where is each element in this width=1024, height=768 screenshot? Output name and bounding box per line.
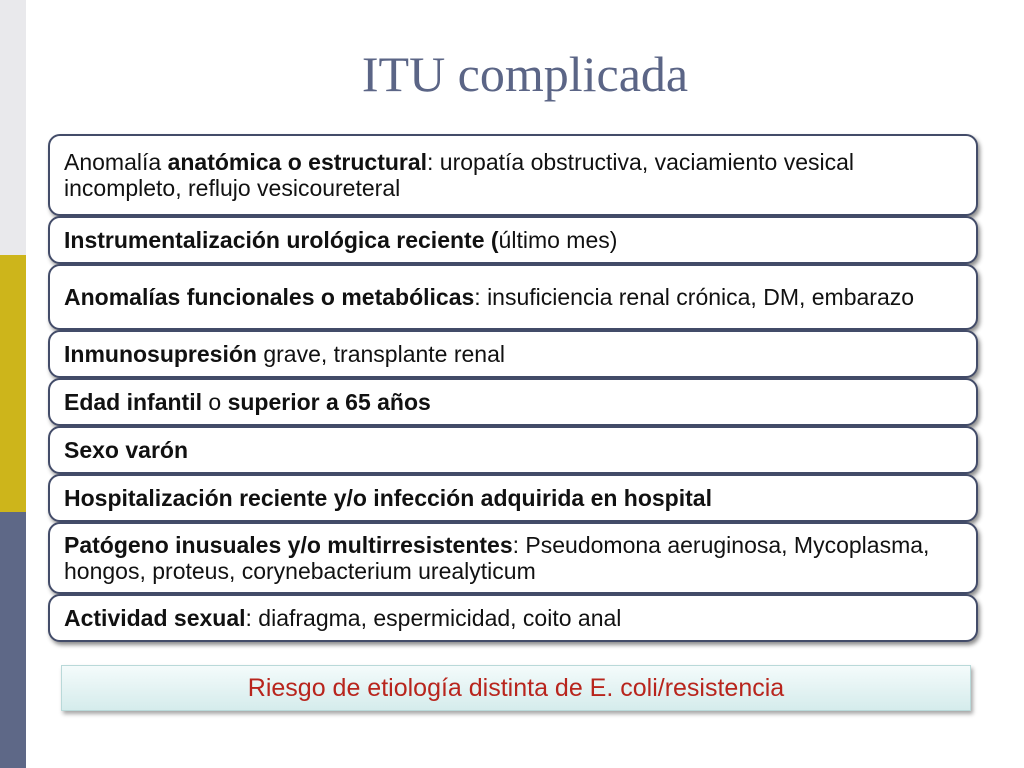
criterion-text: Anomalía bbox=[64, 149, 168, 175]
criterion-age bbox=[48, 378, 978, 426]
criterion-text: o bbox=[202, 389, 228, 415]
criterion-bold: Patógeno inusuales y/o multirresistentes bbox=[64, 532, 513, 558]
conclusion-box bbox=[61, 665, 971, 711]
criterion-bold: Instrumentalización urológica reciente ( bbox=[64, 227, 499, 253]
slide-title: ITU complicada bbox=[361, 46, 689, 102]
criterion-text: : uropatía obstructiva, vaciamiento vesical incompleto, reflujo vesicoureteral bbox=[64, 149, 855, 201]
criterion-bold: Edad infantil bbox=[64, 389, 202, 415]
criterion-sexual-activity bbox=[48, 594, 978, 642]
criterion-instrumentation bbox=[48, 216, 978, 264]
criterion-bold: Actividad sexual bbox=[64, 605, 246, 631]
criterion-text: último mes) bbox=[498, 227, 618, 253]
criterion-bold: superior a 65 años bbox=[227, 389, 431, 415]
criterion-bold: Inmunosupresión bbox=[64, 341, 257, 367]
criterion-bold: Anomalías funcionales o metabólicas bbox=[64, 284, 475, 310]
criterion-immunosuppression bbox=[48, 330, 978, 378]
criterion-bold: Hospitalización reciente y/o infección adquirida en hospital bbox=[64, 485, 712, 511]
criterion-pathogens bbox=[48, 522, 978, 594]
side-bar-yellow bbox=[0, 255, 26, 512]
criterion-text: grave, transplante renal bbox=[256, 341, 505, 367]
side-bar-gray bbox=[0, 0, 26, 255]
criterion-text: : Pseudomona aeruginosa, Mycoplasma, hongos, proteus, corynebacterium urealyticum bbox=[64, 532, 930, 584]
side-bar-blue bbox=[0, 512, 26, 768]
criterion-hospitalization bbox=[48, 474, 978, 522]
criterion-anatomic bbox=[48, 134, 978, 216]
criterion-male-sex bbox=[48, 426, 978, 474]
conclusion-text: Riesgo de etiología distinta de E. coli/resistencia bbox=[247, 673, 785, 702]
criterion-bold: anatómica o estructural bbox=[167, 149, 428, 175]
criterion-text: : diafragma, espermicidad, coito anal bbox=[245, 605, 622, 631]
criterion-bold: Sexo varón bbox=[64, 437, 188, 463]
criterion-functional bbox=[48, 264, 978, 330]
criterion-text: : insuficiencia renal crónica, DM, embarazo bbox=[474, 284, 915, 310]
